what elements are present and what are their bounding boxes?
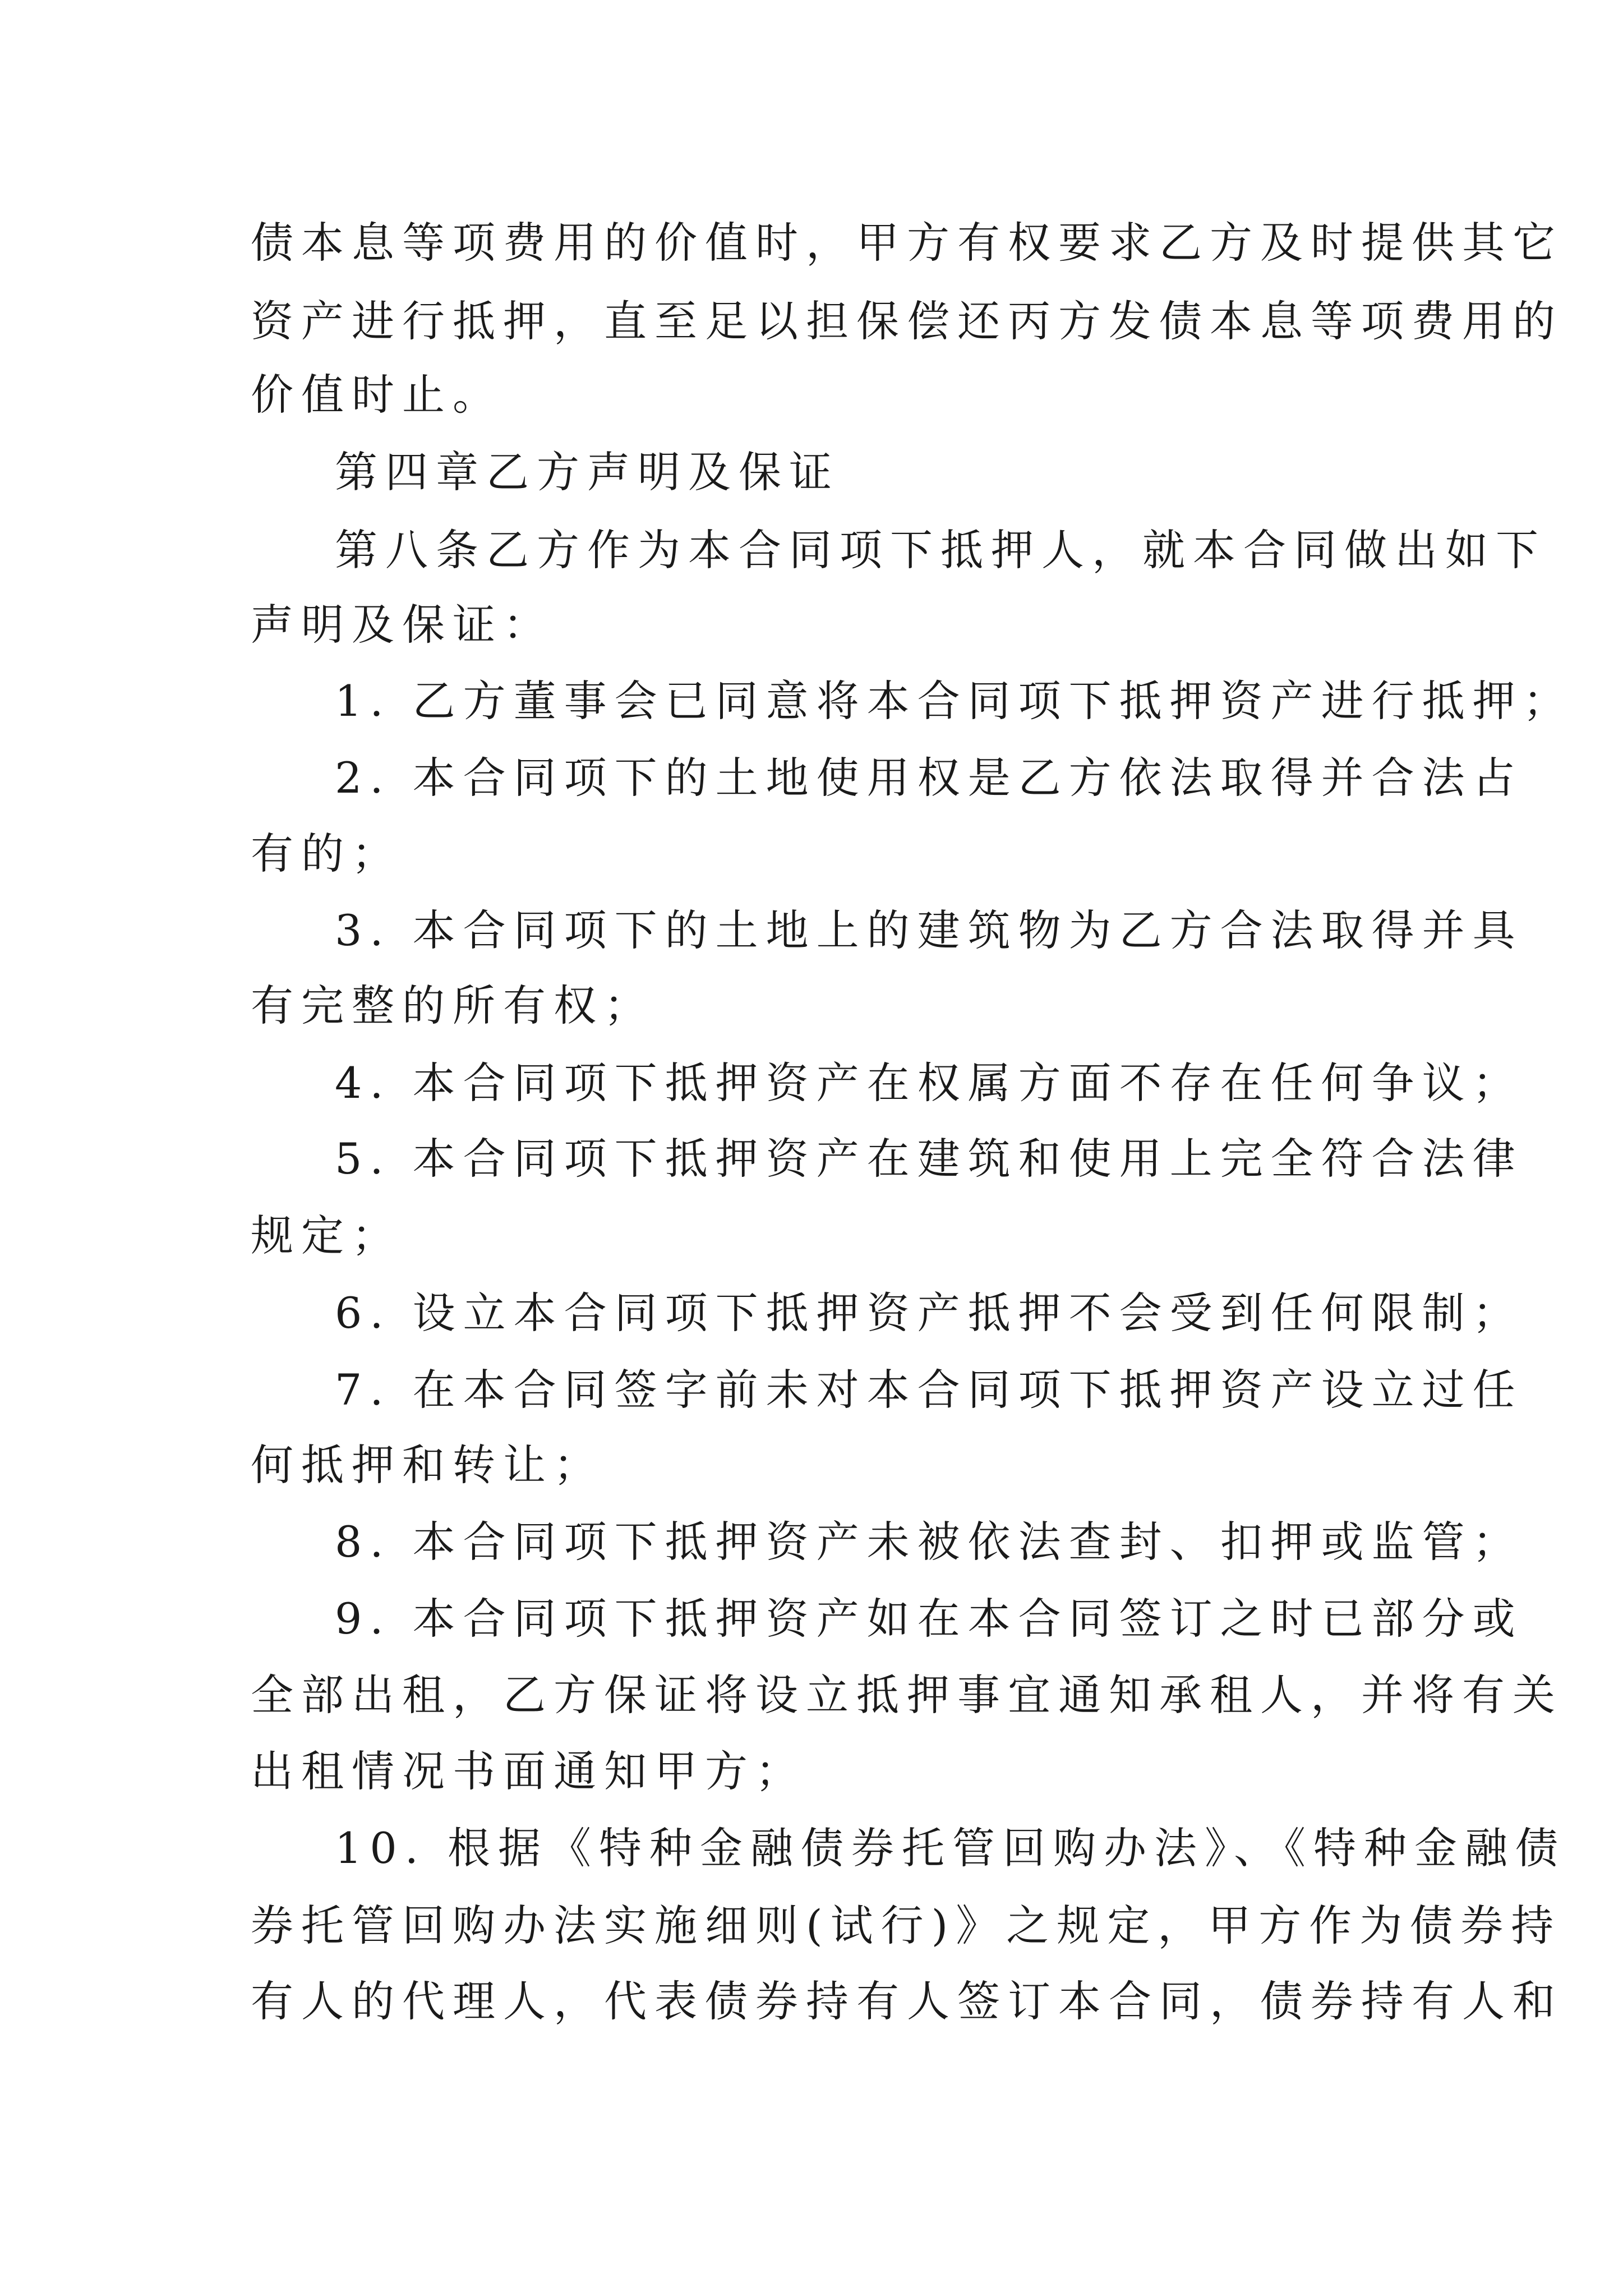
text-line: 规定； [251, 1211, 402, 1260]
text-line: 有的； [251, 829, 402, 878]
text-line: 全部出租，乙方保证将设立抵押事宜通知承租人，并将有关 [251, 1670, 1563, 1720]
list-item: 1. 乙方董事会已同意将本合同项下抵押资产进行抵押； [335, 676, 1574, 726]
text-line: 出租情况书面通知甲方； [251, 1746, 806, 1796]
list-item: 9. 本合同项下抵押资产如在本合同签订之时已部分或 [335, 1594, 1523, 1644]
list-item: 5. 本合同项下抵押资产在建筑和使用上完全符合法律 [335, 1134, 1523, 1184]
text-line: 债本息等项费用的价值时，甲方有权要求乙方及时提供其它 [251, 218, 1563, 268]
text-line: 资产进行抵押，直至足以担保偿还丙方发债本息等项费用的 [251, 296, 1563, 346]
list-item: 6. 设立本合同项下抵押资产抵押不会受到任何限制； [335, 1288, 1523, 1338]
list-item: 3. 本合同项下的土地上的建筑物为乙方合法取得并具 [335, 905, 1523, 955]
chapter-heading: 第四章乙方声明及保证 [335, 447, 840, 497]
article-heading: 第八条乙方作为本合同项下抵押人，就本合同做出如下 [335, 525, 1546, 575]
text-line: 券托管回购办法实施细则(试行)》之规定，甲方作为债券持 [251, 1901, 1562, 1950]
list-item: 10. 根据《特种金融债券托管回购办法》、《特种金融债 [335, 1823, 1566, 1873]
text-line: 何抵押和转让； [251, 1440, 604, 1490]
text-line: 有人的代理人，代表债券持有人签订本合同，债券持有人和 [251, 1976, 1563, 2026]
text-line: 价值时止。 [251, 370, 503, 420]
list-item: 2. 本合同项下的土地使用权是乙方依法取得并合法占 [335, 753, 1523, 803]
list-item: 4. 本合同项下抵押资产在权属方面不存在任何争议； [335, 1058, 1523, 1108]
list-item: 7. 在本合同签字前未对本合同项下抵押资产设立过任 [335, 1365, 1523, 1415]
text-line: 声明及保证： [251, 600, 554, 650]
list-item: 8. 本合同项下抵押资产未被依法查封、扣押或监管； [335, 1517, 1523, 1567]
text-line: 有完整的所有权； [251, 981, 654, 1030]
